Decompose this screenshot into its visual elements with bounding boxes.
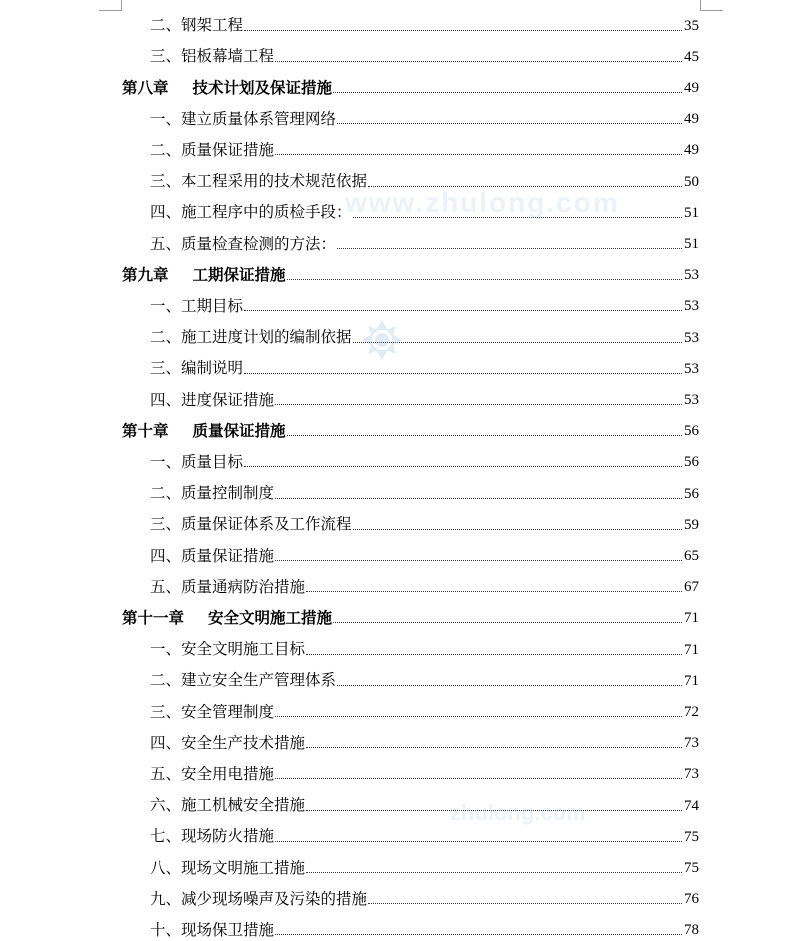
toc-page-number: 49: [684, 111, 699, 128]
toc-entry-number: 七、: [150, 827, 182, 846]
toc-dot-leader: [337, 685, 682, 686]
toc-entry-number: 第八章: [122, 78, 169, 97]
toc-dot-leader: [333, 622, 682, 623]
toc-page-number: 50: [684, 173, 699, 190]
toc-dot-leader: [306, 591, 682, 592]
toc-entry-number: 八、: [150, 858, 182, 877]
toc-entry-title: 安全用电措施: [181, 765, 275, 784]
toc-section-entry[interactable]: [150, 229, 699, 260]
toc-entry-title: 施工机械安全措施: [181, 796, 306, 815]
toc-page-number: 67: [684, 579, 699, 596]
toc-entry-title: 现场文明施工措施: [181, 858, 306, 877]
toc-chapter-entry[interactable]: [122, 73, 699, 104]
toc-dot-leader: [275, 841, 682, 842]
toc-page-number: 56: [684, 454, 699, 471]
toc-page-number: 74: [684, 797, 699, 814]
toc-page-number: 56: [684, 485, 699, 502]
toc-section-entry[interactable]: [150, 541, 699, 572]
toc-section-entry[interactable]: [150, 11, 699, 42]
toc-entry-number: 一、: [150, 297, 182, 316]
toc-entry-title: 质量保证体系及工作流程: [181, 515, 352, 534]
toc-page-number: 59: [684, 516, 699, 533]
toc-dot-leader: [306, 747, 682, 748]
toc-entry-number: 三、: [150, 702, 182, 721]
toc-page-number: 35: [684, 17, 699, 34]
toc-entry-title: 质量通病防治措施: [181, 577, 306, 596]
toc-page-number: 53: [684, 329, 699, 346]
toc-dot-leader: [368, 186, 682, 187]
toc-dot-leader: [275, 778, 682, 779]
toc-page-number: 73: [684, 766, 699, 783]
toc-section-entry[interactable]: [150, 323, 699, 354]
toc-dot-leader: [275, 716, 682, 717]
watermark-text-top: www.zhulong.com: [345, 187, 620, 218]
toc-section-entry[interactable]: [150, 104, 699, 135]
toc-dot-leader: [275, 404, 682, 405]
toc-entry-number: 三、: [150, 515, 182, 534]
toc-entry-number: 第十章: [122, 421, 169, 440]
toc-entry-title: 编制说明: [181, 359, 244, 378]
toc-entry-number: 三、: [150, 47, 182, 66]
toc-section-entry[interactable]: [150, 510, 699, 541]
toc-entry-number: 第十一章: [122, 609, 185, 628]
toc-section-entry[interactable]: [150, 697, 699, 728]
toc-dot-leader: [275, 560, 682, 561]
margin-corner-mark-right: [700, 0, 723, 11]
toc-dot-leader: [337, 248, 682, 249]
toc-dot-leader: [306, 654, 682, 655]
toc-entry-title: 技术计划及保证措施: [192, 78, 333, 97]
toc-entry-title: 铝板幕墙工程: [181, 47, 275, 66]
toc-dot-leader: [275, 154, 682, 155]
toc-section-entry[interactable]: [150, 354, 699, 385]
toc-dot-leader: [244, 310, 682, 311]
toc-entry-number: 四、: [150, 733, 182, 752]
toc-entry-title: 安全文明施工目标: [181, 640, 306, 659]
toc-page-number: 49: [684, 79, 699, 96]
toc-entry-number: 一、: [150, 640, 182, 659]
toc-entry-number: 三、: [150, 172, 182, 191]
toc-section-entry[interactable]: [150, 385, 699, 416]
toc-page-number: 51: [684, 204, 699, 221]
toc-entry-title: 现场防火措施: [181, 827, 275, 846]
toc-dot-leader: [333, 92, 682, 93]
toc-section-entry[interactable]: [150, 822, 699, 853]
toc-page-number: 53: [684, 391, 699, 408]
toc-entry-title: 施工程序中的质检手段：: [181, 203, 352, 222]
toc-page-number: 71: [684, 641, 699, 658]
toc-entry-number: 五、: [150, 765, 182, 784]
toc-section-entry[interactable]: [150, 759, 699, 790]
toc-entry-title: 安全生产技术措施: [181, 733, 306, 752]
toc-section-entry[interactable]: [150, 42, 699, 73]
toc-dot-leader: [306, 872, 682, 873]
toc-entry-number: 四、: [150, 203, 182, 222]
toc-entry-number: 四、: [150, 390, 182, 409]
toc-dot-leader: [287, 435, 682, 436]
watermark-logo-icon: [360, 318, 404, 362]
toc-section-entry[interactable]: [150, 198, 699, 229]
toc-section-entry[interactable]: [150, 291, 699, 322]
toc-page-number: 71: [684, 672, 699, 689]
toc-entry-title: 质量检查检测的方法：: [181, 234, 337, 253]
toc-entry-title: 质量控制制度: [181, 484, 275, 503]
toc-section-entry[interactable]: [150, 447, 699, 478]
toc-section-entry[interactable]: [150, 479, 699, 510]
toc-entry-title: 安全管理制度: [181, 702, 275, 721]
toc-entry-number: 一、: [150, 453, 182, 472]
toc-entry-number: 三、: [150, 359, 182, 378]
toc-entry-title: 工期保证措施: [192, 265, 286, 284]
toc-dot-leader: [368, 903, 682, 904]
toc-chapter-entry[interactable]: [122, 260, 699, 291]
toc-entry-number: 二、: [150, 328, 182, 347]
watermark-text-bottom: zhulong.com: [450, 800, 586, 825]
toc-page-number: 75: [684, 828, 699, 845]
toc-page-number: 73: [684, 735, 699, 752]
toc-entry-number: 五、: [150, 577, 182, 596]
toc-chapter-entry[interactable]: [122, 603, 699, 634]
toc-entry-number: 第九章: [122, 265, 169, 284]
toc-dot-leader: [244, 373, 682, 374]
toc-entry-title: 质量保证措施: [181, 141, 275, 160]
toc-dot-leader: [337, 123, 682, 124]
toc-dot-leader: [275, 61, 682, 62]
toc-entry-title: 本工程采用的技术规范依据: [181, 172, 368, 191]
toc-entry-title: 建立安全生产管理体系: [181, 671, 337, 690]
toc-page-number: 65: [684, 547, 699, 564]
toc-page-number: 76: [684, 891, 699, 908]
toc-section-entry[interactable]: [150, 791, 699, 822]
toc-chapter-entry[interactable]: [122, 416, 699, 447]
toc-section-entry[interactable]: [150, 728, 699, 759]
toc-page-number: 56: [684, 423, 699, 440]
toc-entry-title: 减少现场噪声及污染的措施: [181, 889, 368, 908]
toc-page-number: 53: [684, 298, 699, 315]
toc-dot-leader: [244, 30, 682, 31]
toc-entry-number: 二、: [150, 141, 182, 160]
toc-entry-number: 九、: [150, 889, 182, 908]
toc-entry-title: 质量保证措施: [181, 546, 275, 565]
toc-dot-leader: [306, 810, 682, 811]
toc-section-entry[interactable]: [150, 853, 699, 884]
toc-entry-title: 施工进度计划的编制依据: [181, 328, 352, 347]
toc-section-entry[interactable]: [150, 884, 699, 915]
toc-section-entry[interactable]: [150, 915, 699, 941]
toc-page-number: 72: [684, 703, 699, 720]
toc-page-number: 71: [684, 610, 699, 627]
toc-entry-title: 工期目标: [181, 297, 244, 316]
toc-entry-number: 二、: [150, 16, 182, 35]
toc-entry-number: 十、: [150, 921, 182, 940]
toc-entry-title: 质量保证措施: [192, 421, 286, 440]
toc-entry-number: 二、: [150, 671, 182, 690]
toc-section-entry[interactable]: [150, 167, 699, 198]
toc-dot-leader: [244, 466, 682, 467]
toc-page-number: 75: [684, 859, 699, 876]
toc-page-number: 51: [684, 235, 699, 252]
toc-entry-number: 二、: [150, 484, 182, 503]
toc-section-entry[interactable]: [150, 135, 699, 166]
toc-page-number: 49: [684, 142, 699, 159]
toc-page-number: 78: [684, 922, 699, 939]
toc-entry-number: 六、: [150, 796, 182, 815]
toc-dot-leader: [275, 934, 682, 935]
toc-entry-title: 质量目标: [181, 453, 244, 472]
toc-section-entry[interactable]: [150, 572, 699, 603]
toc-page-number: 53: [684, 267, 699, 284]
toc-entry-number: 四、: [150, 546, 182, 565]
toc-page-number: 53: [684, 360, 699, 377]
toc-entry-number: 一、: [150, 109, 182, 128]
toc-section-entry[interactable]: [150, 635, 699, 666]
toc-entry-title: 安全文明施工措施: [208, 609, 333, 628]
toc-dot-leader: [275, 498, 682, 499]
margin-corner-mark-left: [99, 0, 122, 11]
toc-entry-title: 建立质量体系管理网络: [181, 109, 337, 128]
toc-entry-number: 五、: [150, 234, 182, 253]
toc-dot-leader: [353, 529, 682, 530]
toc-dot-leader: [287, 279, 682, 280]
toc-page-number: 45: [684, 48, 699, 65]
toc-entry-title: 现场保卫措施: [181, 921, 275, 940]
toc-entry-title: 钢架工程: [181, 16, 244, 35]
toc-section-entry[interactable]: [150, 666, 699, 697]
toc-entry-title: 进度保证措施: [181, 390, 275, 409]
toc-dot-leader: [353, 217, 682, 218]
